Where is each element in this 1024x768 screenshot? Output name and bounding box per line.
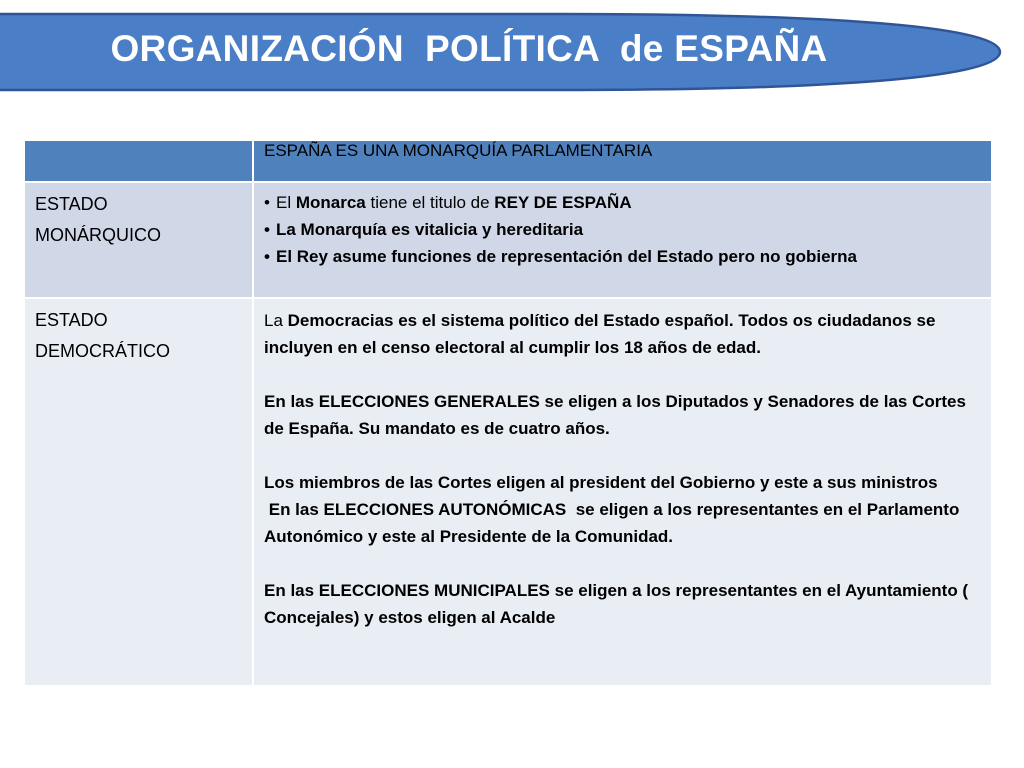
- paragraph: En las ELECCIONES MUNICIPALES se eligen a los representantes en el Ayuntamiento ( Concejales) y estos eligen al Acalde: [264, 581, 969, 627]
- bullet-bold-text: Monarca: [295, 193, 366, 212]
- title-banner: [0, 0, 1024, 100]
- row-label-line: ESTADO: [35, 194, 108, 214]
- spacer: [264, 442, 983, 469]
- bullet-text: tiene el titulo de: [365, 193, 495, 212]
- bullet-item: • El Rey asume funciones de representación del Estado pero no gobierna: [264, 243, 991, 270]
- page-title: ORGANIZACIÓN POLÍTICA de ESPAÑA: [110, 28, 828, 69]
- monarchic-bullet-list: [264, 183, 991, 270]
- spacer: [264, 361, 983, 388]
- bullet-text: El: [276, 193, 296, 212]
- paragraph-prefix: La: [264, 311, 288, 330]
- paragraph: En las ELECCIONES AUTONÓMICAS se eligen a los representantes en el Parlamento Autonómico y este al Presidente de la Comunidad.: [264, 500, 964, 546]
- paragraph: En las ELECCIONES GENERALES se eligen a los Diputados y Senadores de las Cortes de España. Su mandato es de cuatro años.: [264, 392, 966, 438]
- bullet-item: [264, 189, 991, 216]
- row-label-monarchic: [24, 182, 253, 298]
- bullet-bold-text: REY DE ESPAÑA: [494, 193, 632, 212]
- header-cell-title: ESPAÑA ES UNA MONARQUÍA PARLAMENTARIA: [253, 140, 992, 182]
- row-label-line: MONÁRQUICO: [35, 225, 161, 245]
- row-label-democratic: [24, 298, 253, 686]
- row-label-line: ESTADO: [35, 310, 108, 330]
- header-cell-empty: [24, 140, 253, 182]
- paragraph: Los miembros de las Cortes eligen al president del Gobierno y este a sus ministros: [264, 473, 938, 492]
- paragraph-bold: Democracias es el sistema político del Estado español. Todos os ciudadanos se incluyen en el censo electoral al cumplir los 18 años de edad.: [264, 311, 936, 357]
- table-row-monarchic: [24, 182, 992, 298]
- monarchic-content: [253, 182, 992, 298]
- paragraph: [264, 307, 983, 361]
- table-row-democratic: [24, 298, 992, 686]
- spacer: [264, 550, 983, 577]
- bullet-item: • La Monarquía es vitalicia y hereditaria: [264, 216, 991, 243]
- political-organization-table: [24, 140, 992, 686]
- row-label-line: DEMOCRÁTICO: [35, 341, 170, 361]
- democratic-content: [253, 298, 992, 686]
- table-header-row: [24, 140, 992, 182]
